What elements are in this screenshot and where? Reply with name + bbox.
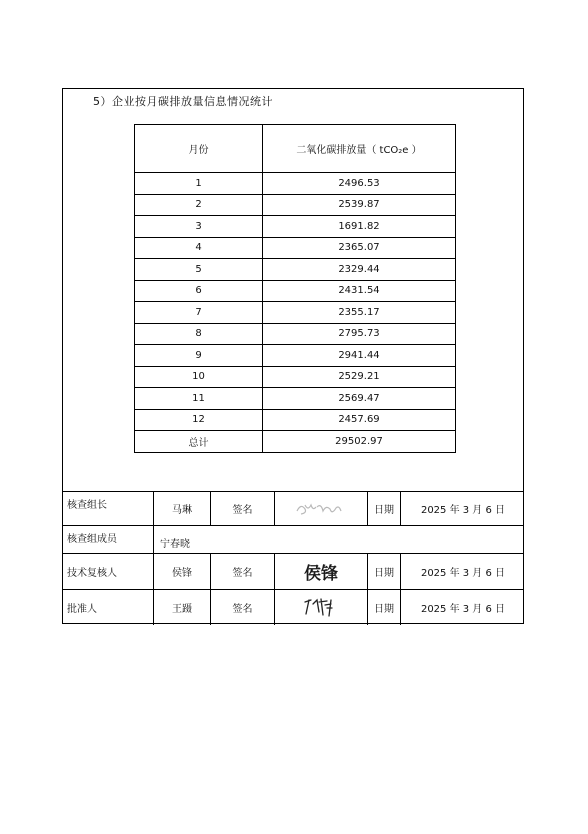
month-cell: 1 bbox=[135, 173, 263, 195]
month-cell: 5 bbox=[135, 259, 263, 281]
emission-cell: 2355.17 bbox=[263, 302, 456, 324]
table-row bbox=[135, 194, 456, 216]
month-cell: 9 bbox=[135, 345, 263, 367]
table-row bbox=[135, 259, 456, 281]
table-row bbox=[135, 216, 456, 238]
total-value: 29502.97 bbox=[263, 431, 456, 453]
person-name: 侯锋 bbox=[153, 554, 210, 589]
month-cell: 10 bbox=[135, 366, 263, 388]
month-cell: 4 bbox=[135, 237, 263, 259]
table-header-row bbox=[135, 125, 456, 173]
signoff-row-reviewer bbox=[63, 553, 523, 589]
date-value: 2025 年 3 月 6 日 bbox=[400, 554, 525, 589]
table-row bbox=[135, 237, 456, 259]
table-row bbox=[135, 302, 456, 324]
table-row bbox=[135, 366, 456, 388]
column-header-emission: 二氧化碳排放量（ tCO₂e ） bbox=[263, 125, 456, 173]
table-row bbox=[135, 345, 456, 367]
table-row bbox=[135, 323, 456, 345]
person-name: 王蹑 bbox=[153, 590, 210, 625]
month-cell: 2 bbox=[135, 194, 263, 216]
column-header-month: 月份 bbox=[135, 125, 263, 173]
sign-label: 签名 bbox=[210, 554, 274, 589]
table-row bbox=[135, 388, 456, 410]
month-cell: 11 bbox=[135, 388, 263, 410]
sign-label: 签名 bbox=[210, 590, 274, 625]
signoff-row-leader bbox=[63, 491, 523, 525]
date-label: 日期 bbox=[367, 492, 400, 525]
role-label: 核查组长 bbox=[67, 500, 107, 511]
role-label: 技术复核人 bbox=[67, 568, 117, 579]
emission-cell: 2539.87 bbox=[263, 194, 456, 216]
member-names: 宁春晓 bbox=[153, 526, 525, 553]
role-label: 批准人 bbox=[67, 604, 97, 615]
emission-cell: 2457.69 bbox=[263, 409, 456, 431]
signature-image bbox=[274, 590, 367, 625]
date-label: 日期 bbox=[367, 590, 400, 625]
emission-cell: 2496.53 bbox=[263, 173, 456, 195]
emission-cell: 2365.07 bbox=[263, 237, 456, 259]
report-frame bbox=[62, 88, 524, 624]
emission-cell: 2795.73 bbox=[263, 323, 456, 345]
signature-image: 侯锋 bbox=[274, 554, 367, 589]
month-cell: 7 bbox=[135, 302, 263, 324]
month-cell: 8 bbox=[135, 323, 263, 345]
section-title: 5）企业按月碳排放量信息情况统计 bbox=[93, 95, 273, 108]
signoff-row-approver bbox=[63, 589, 523, 625]
table-row bbox=[135, 173, 456, 195]
month-cell: 6 bbox=[135, 280, 263, 302]
table-row bbox=[135, 280, 456, 302]
date-label: 日期 bbox=[367, 554, 400, 589]
role-label: 核查组成员 bbox=[67, 534, 117, 545]
emission-cell: 2941.44 bbox=[263, 345, 456, 367]
month-cell: 12 bbox=[135, 409, 263, 431]
signoff-row-members bbox=[63, 525, 523, 553]
emission-cell: 2431.54 bbox=[263, 280, 456, 302]
table-row bbox=[135, 409, 456, 431]
monthly-emission-table bbox=[134, 124, 456, 453]
table-total-row bbox=[135, 431, 456, 453]
emission-cell: 2569.47 bbox=[263, 388, 456, 410]
emission-cell: 2529.21 bbox=[263, 366, 456, 388]
date-value: 2025 年 3 月 6 日 bbox=[400, 492, 525, 525]
signature-image bbox=[274, 492, 367, 525]
month-cell: 3 bbox=[135, 216, 263, 238]
person-name: 马琳 bbox=[153, 492, 210, 525]
total-label: 总计 bbox=[135, 431, 263, 453]
sign-label: 签名 bbox=[210, 492, 274, 525]
date-value: 2025 年 3 月 6 日 bbox=[400, 590, 525, 625]
emission-cell: 1691.82 bbox=[263, 216, 456, 238]
emission-cell: 2329.44 bbox=[263, 259, 456, 281]
